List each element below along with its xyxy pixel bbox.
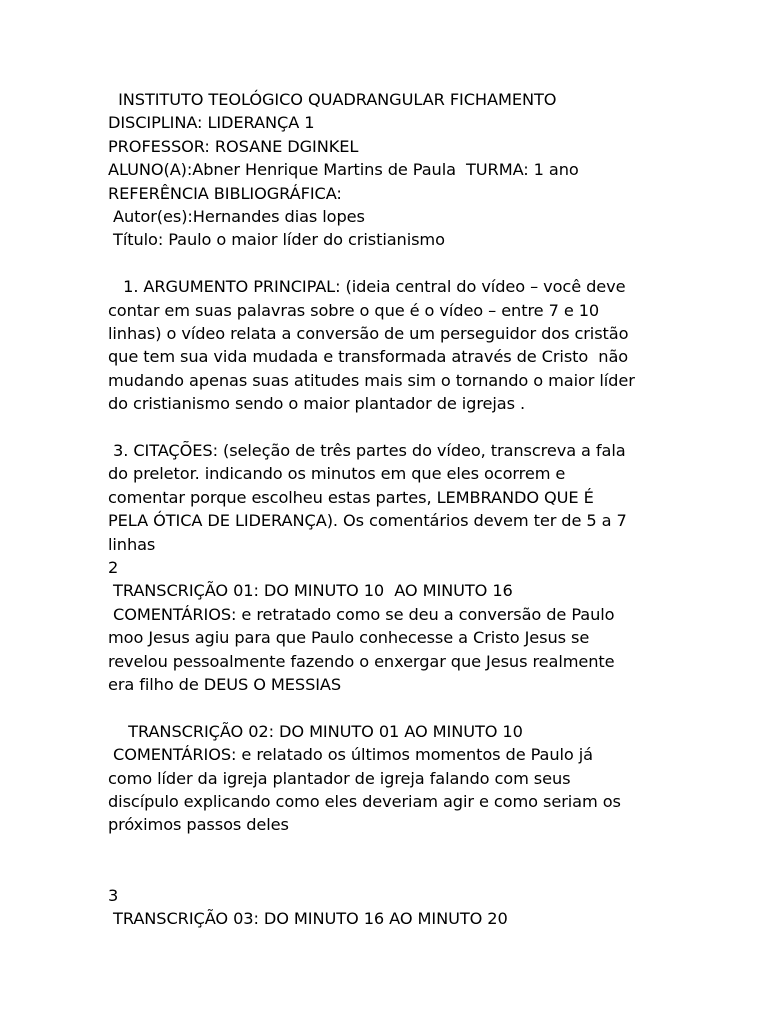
text-line: moo Jesus agiu para que Paulo conhecesse a Cristo Jesus se	[108, 628, 590, 648]
text-line: Autor(es):Hernandes dias lopes	[108, 207, 365, 226]
text-line: INSTITUTO TEOLÓGICO QUADRANGULAR FICHAMENTO	[108, 90, 557, 109]
text-line: Título: Paulo o maior líder do cristianismo	[108, 230, 445, 250]
text-line: discípulo explicando como eles deveriam agir e como seriam os	[108, 792, 621, 811]
text-line: revelou pessoalmente fazendo o enxergar que Jesus realmente	[108, 651, 615, 671]
text-line: 1. ARGUMENTO PRINCIPAL: (ideia central do vídeo – você deve	[108, 277, 626, 297]
text-line: como líder da igreja plantador de igreja falando com seus	[108, 768, 571, 788]
text-line: TRANSCRIÇÃO 03: DO MINUTO 16 AO MINUTO 20	[108, 909, 508, 928]
text-line: PELA ÓTICA DE LIDERANÇA). Os comentários devem ter de 5 a 7	[108, 511, 627, 531]
text-line: TRANSCRIÇÃO 01: DO MINUTO 10 AO MINUTO 16	[108, 581, 513, 601]
text-line: DISCIPLINA: LIDERANÇA 1	[108, 113, 315, 133]
text-line: contar em suas palavras sobre o que é o vídeo – entre 7 e 10	[108, 300, 600, 320]
text-line: TRANSCRIÇÃO 02: DO MINUTO 01 AO MINUTO 10	[108, 721, 523, 741]
text-line: ALUNO(A):Abner Henrique Martins de Paula TURMA: 1 ano	[108, 160, 579, 180]
text-line: 3. CITAÇÕES: (seleção de três partes do vídeo, transcreva a fala	[108, 441, 626, 460]
text-line: linhas) o vídeo relata a conversão de um perseguidor dos cristão	[108, 324, 629, 343]
text-line: COMENTÁRIOS: e relatado os últimos momentos de Paulo já	[108, 745, 593, 765]
text-line: PROFESSOR: ROSANE DGINKEL	[108, 136, 359, 156]
text-line: REFERÊNCIA BIBLIOGRÁFICA:	[108, 183, 342, 203]
text-line: mudando apenas suas atitudes mais sim o tornando o maior líder	[108, 370, 635, 390]
text-line: que tem sua vida mudada e transformada através de Cristo não	[108, 347, 629, 367]
text-line: próximos passos deles	[108, 815, 289, 835]
text-line: COMENTÁRIOS: e retratado como se deu a conversão de Paulo	[108, 604, 615, 624]
text-line: do preletor. indicando os minutos em que eles ocorrem e	[108, 464, 566, 484]
text-line: comentar porque escolheu estas partes, LEMBRANDO QUE É	[108, 487, 594, 507]
text-line: linhas	[108, 534, 156, 554]
text-line: 2	[108, 558, 119, 577]
text-line: do cristianismo sendo o maior plantador de igrejas .	[108, 394, 526, 414]
text-line: 3	[108, 885, 119, 905]
text-line: era filho de DEUS O MESSIAS	[108, 675, 342, 694]
